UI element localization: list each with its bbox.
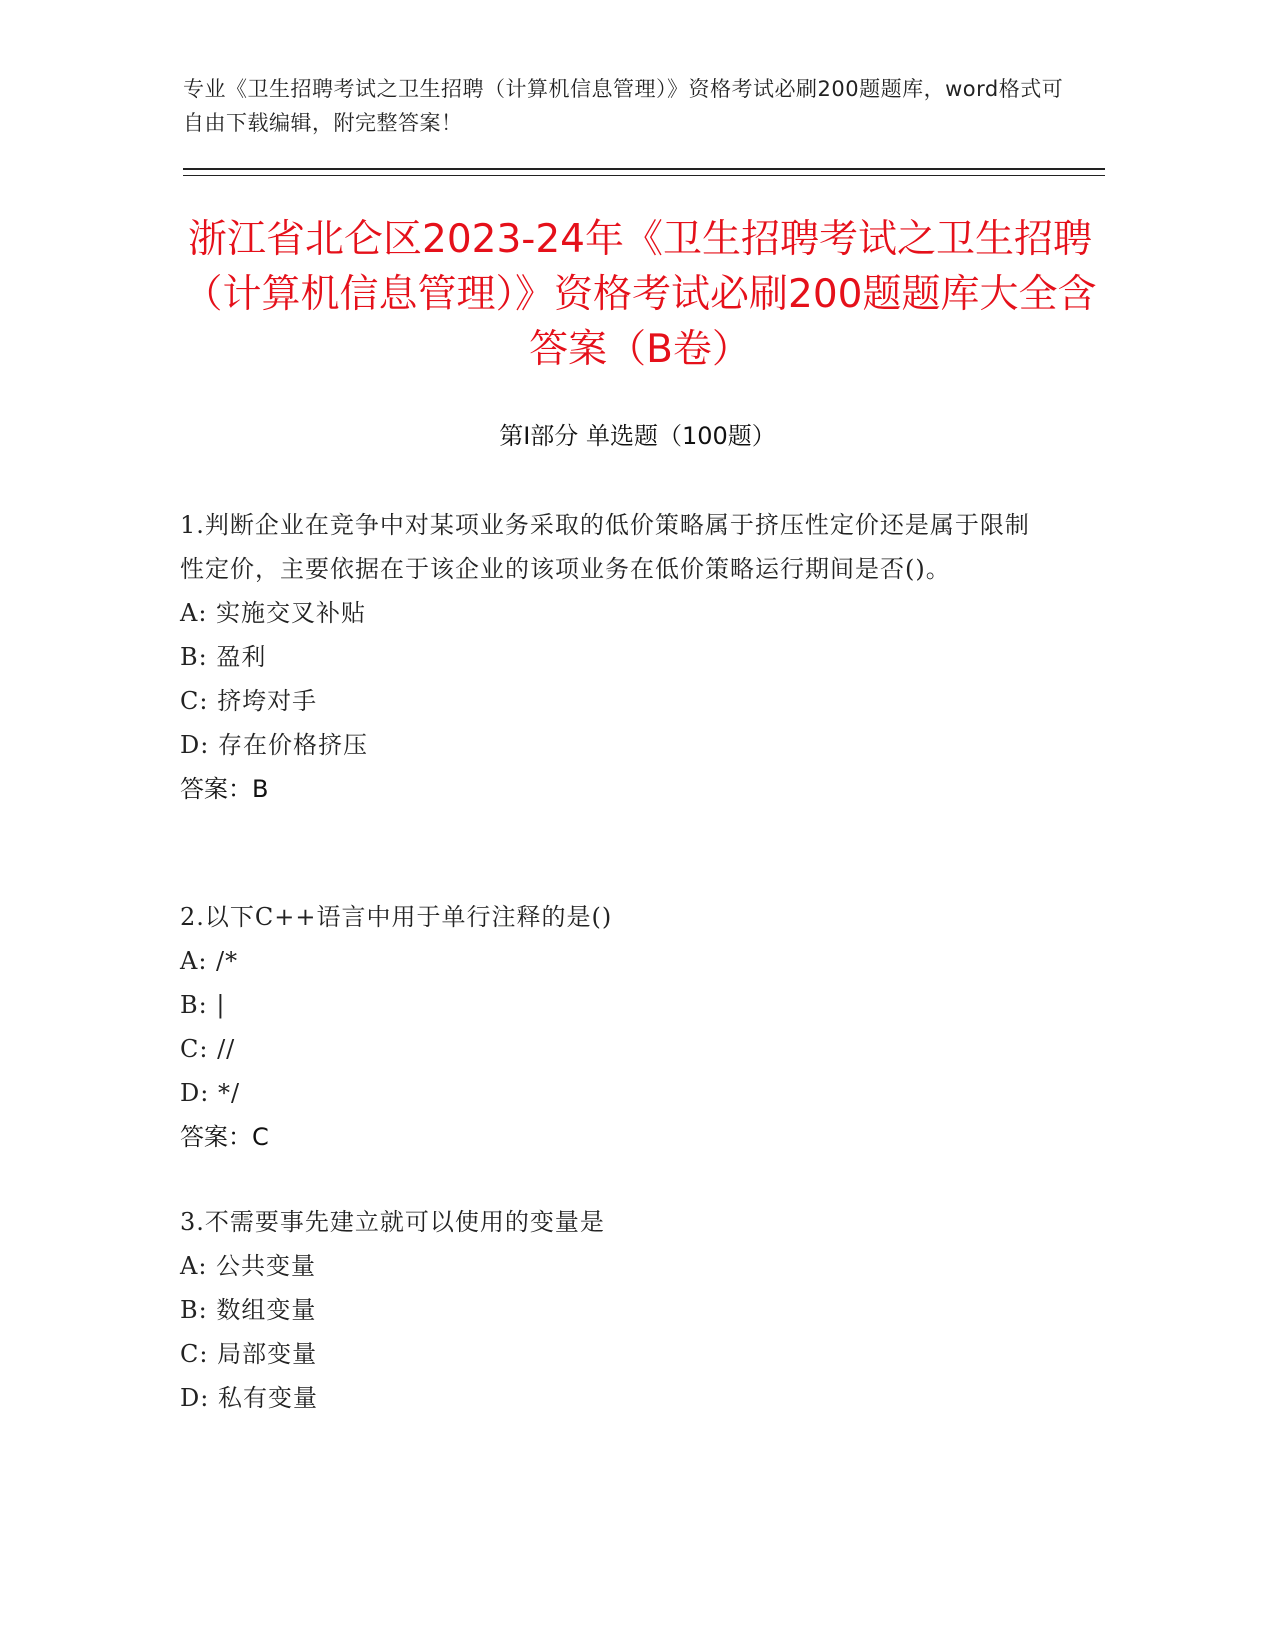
option-a: A: 实施交叉补贴	[180, 599, 367, 627]
answer-line: 答案：C	[180, 1123, 269, 1151]
option-c: C: //	[180, 1035, 236, 1063]
question-stem: 1.判断企业在竞争中对某项业务采取的低价策略属于挤压性定价还是属于限制性定价，主要依据在于该企业的该项业务在低价策略运行期间是否()。	[180, 511, 1030, 583]
option-d: D: 私有变量	[180, 1384, 318, 1412]
question-1	[180, 503, 1040, 811]
option-c: C: 挤垮对手	[180, 687, 318, 715]
answer-line: 答案：B	[180, 775, 269, 803]
document-title: 浙江省北仑区2023-24年《卫生招聘考试之卫生招聘（计算机信息管理）》资格考试必刷200题题库大全含答案（B卷）	[183, 217, 1097, 372]
header-divider-thick	[183, 168, 1105, 170]
question-2	[180, 895, 1040, 1159]
question-stem: 3.不需要事先建立就可以使用的变量是	[180, 1208, 605, 1236]
question-stem: 2.以下C++语言中用于单行注释的是()	[180, 903, 613, 931]
section-title: 第Ⅰ部分 单选题（100题）	[499, 422, 776, 450]
option-c: C: 局部变量	[180, 1340, 318, 1368]
option-d: D: */	[180, 1079, 241, 1107]
option-b: B: 数组变量	[180, 1296, 317, 1324]
option-a: A: /*	[180, 947, 239, 975]
header-divider-thin	[183, 175, 1105, 176]
header-note: 专业《卫生招聘考试之卫生招聘（计算机信息管理）》资格考试必刷200题题库，word格式可自由下载编辑，附完整答案！	[183, 77, 1064, 135]
question-3	[180, 1200, 1040, 1420]
option-b: B: |	[180, 991, 226, 1019]
option-d: D: 存在价格挤压	[180, 731, 368, 759]
option-b: B: 盈利	[180, 643, 267, 671]
option-a: A: 公共变量	[180, 1252, 317, 1280]
